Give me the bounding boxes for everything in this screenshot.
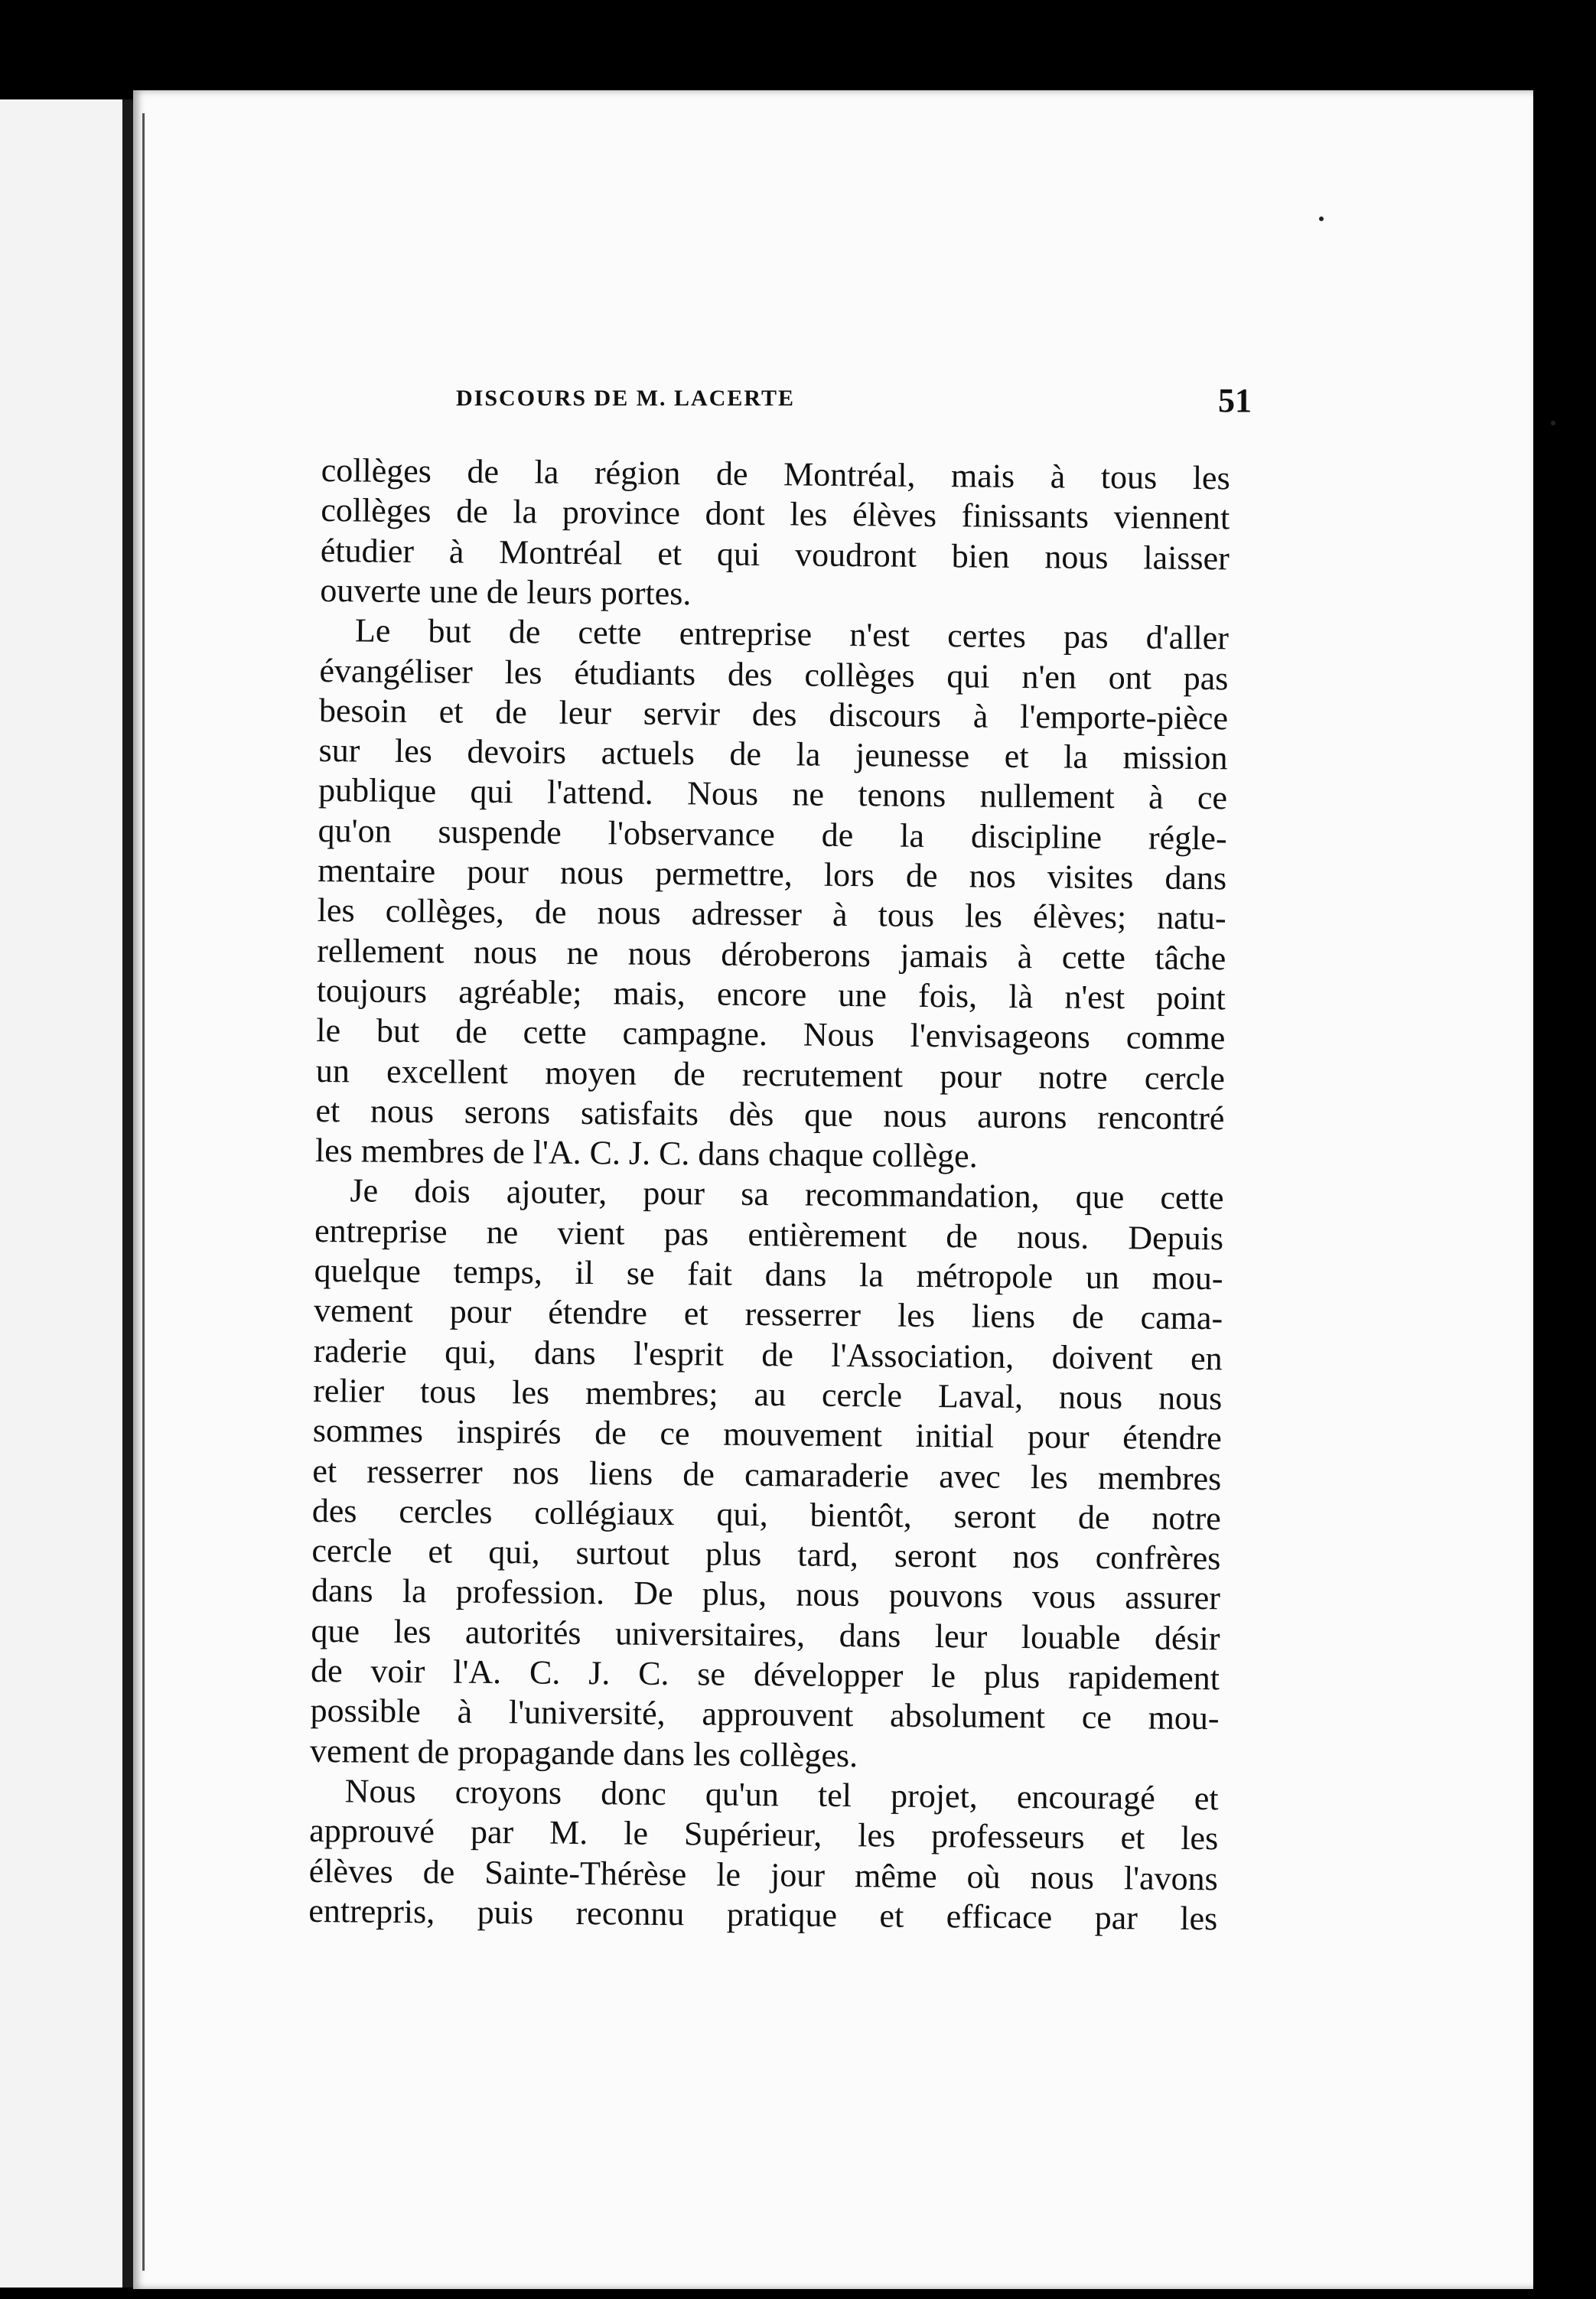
text-line: les collèges, de nous adresser à tous les élèves; natu- [317, 891, 1226, 937]
text-line: publique qui l'attend. Nous ne tenons nullement à ce [318, 771, 1228, 817]
text-line: élèves de Sainte-Thérèse le jour même où nous l'avons [308, 1851, 1218, 1897]
text-line: sur les devoirs actuels de la jeunesse et la mission [318, 731, 1228, 777]
dust-speck [1319, 217, 1324, 221]
previous-page-edge [0, 99, 122, 2288]
text-line: possible à l'université, approuvent absolument ce mou- [310, 1692, 1220, 1737]
text-line: mentaire pour nous permettre, lors de nos visites dans [317, 851, 1227, 897]
text-line: et resserrer nos liens de camaraderie avec les membres [312, 1451, 1222, 1497]
text-line: Le but de cette entreprise n'est certes pas d'aller [354, 611, 1230, 657]
dust-speck [1551, 421, 1555, 425]
text-line: vement pour étendre et resserrer les liens de cama- [313, 1291, 1223, 1337]
text-line: les membres de l'A. C. J. C. dans chaque collège. [314, 1132, 978, 1175]
text-line: raderie qui, dans l'esprit de l'Association, doivent en [313, 1331, 1223, 1377]
text-line: sommes inspirés de ce mouvement initial pour étendre [312, 1412, 1222, 1457]
text-line: qu'on suspende l'observance de la discipline régle- [318, 811, 1227, 858]
text-line: cercle et qui, surtout plus tard, seront nos confrères [311, 1532, 1221, 1578]
text-line: de voir l'A. C. J. C. se développer le plus rapidement [310, 1651, 1220, 1698]
text-line: Nous croyons donc qu'un tel projet, encouragé et [344, 1772, 1219, 1818]
text-line: approuvé par M. le Supérieur, les professeurs et les [309, 1812, 1219, 1858]
page-number: 51 [1218, 382, 1252, 419]
text-line: collèges de la province dont les élèves finissants viennent [321, 491, 1230, 537]
page-fold-line [142, 113, 145, 2271]
text-line: quelque temps, il se fait dans la métropole un mou- [314, 1251, 1223, 1298]
text-line: étudier à Montréal et qui voudront bien nous laisser [320, 531, 1230, 577]
text-line: relier tous les membres; au cercle Laval, nous nous [313, 1371, 1223, 1418]
text-line: que les autorités universitaires, dans leur louable désir [311, 1611, 1220, 1657]
text-line: le but de cette campagne. Nous l'envisageons comme [316, 1011, 1226, 1057]
running-title: DISCOURS DE M. LACERTE [456, 386, 796, 411]
running-head [456, 381, 1252, 427]
text-line: toujours agréable; mais, encore une fois, là n'est point [316, 971, 1226, 1018]
text-line: collèges de la région de Montréal, mais à tous les [321, 451, 1230, 497]
text-line: Je dois ajouter, pour sa recommandation, que cette [350, 1171, 1224, 1217]
text-line: un excellent moyen de recrutement pour notre cercle [315, 1051, 1226, 1097]
text-line: ouverte une de leurs portes. [320, 571, 692, 613]
body-text [308, 450, 1230, 1949]
text-line: évangéliser les étudiants des collèges qui n'en ont pas [319, 651, 1229, 697]
text-line: vement de propagande dans les collèges. [309, 1731, 858, 1774]
text-line: dans la profession. De plus, nous pouvons vous assurer [311, 1571, 1221, 1617]
text-line: et nous serons satisfaits dès que nous aurons rencontré [315, 1091, 1225, 1138]
text-line: rellement nous ne nous déroberons jamais à cette tâche [317, 931, 1226, 977]
gutter-shadow [122, 99, 133, 2288]
text-line: besoin et de leur servir des discours à l'emporte-pièce [318, 691, 1229, 738]
text-line: entrepris, puis reconnu pratique et efficace par les [308, 1891, 1218, 1938]
text-line: entreprise ne vient pas entièrement de nous. Depuis [314, 1211, 1224, 1258]
text-line: des cercles collégiaux qui, bientôt, seront de notre [311, 1491, 1222, 1538]
